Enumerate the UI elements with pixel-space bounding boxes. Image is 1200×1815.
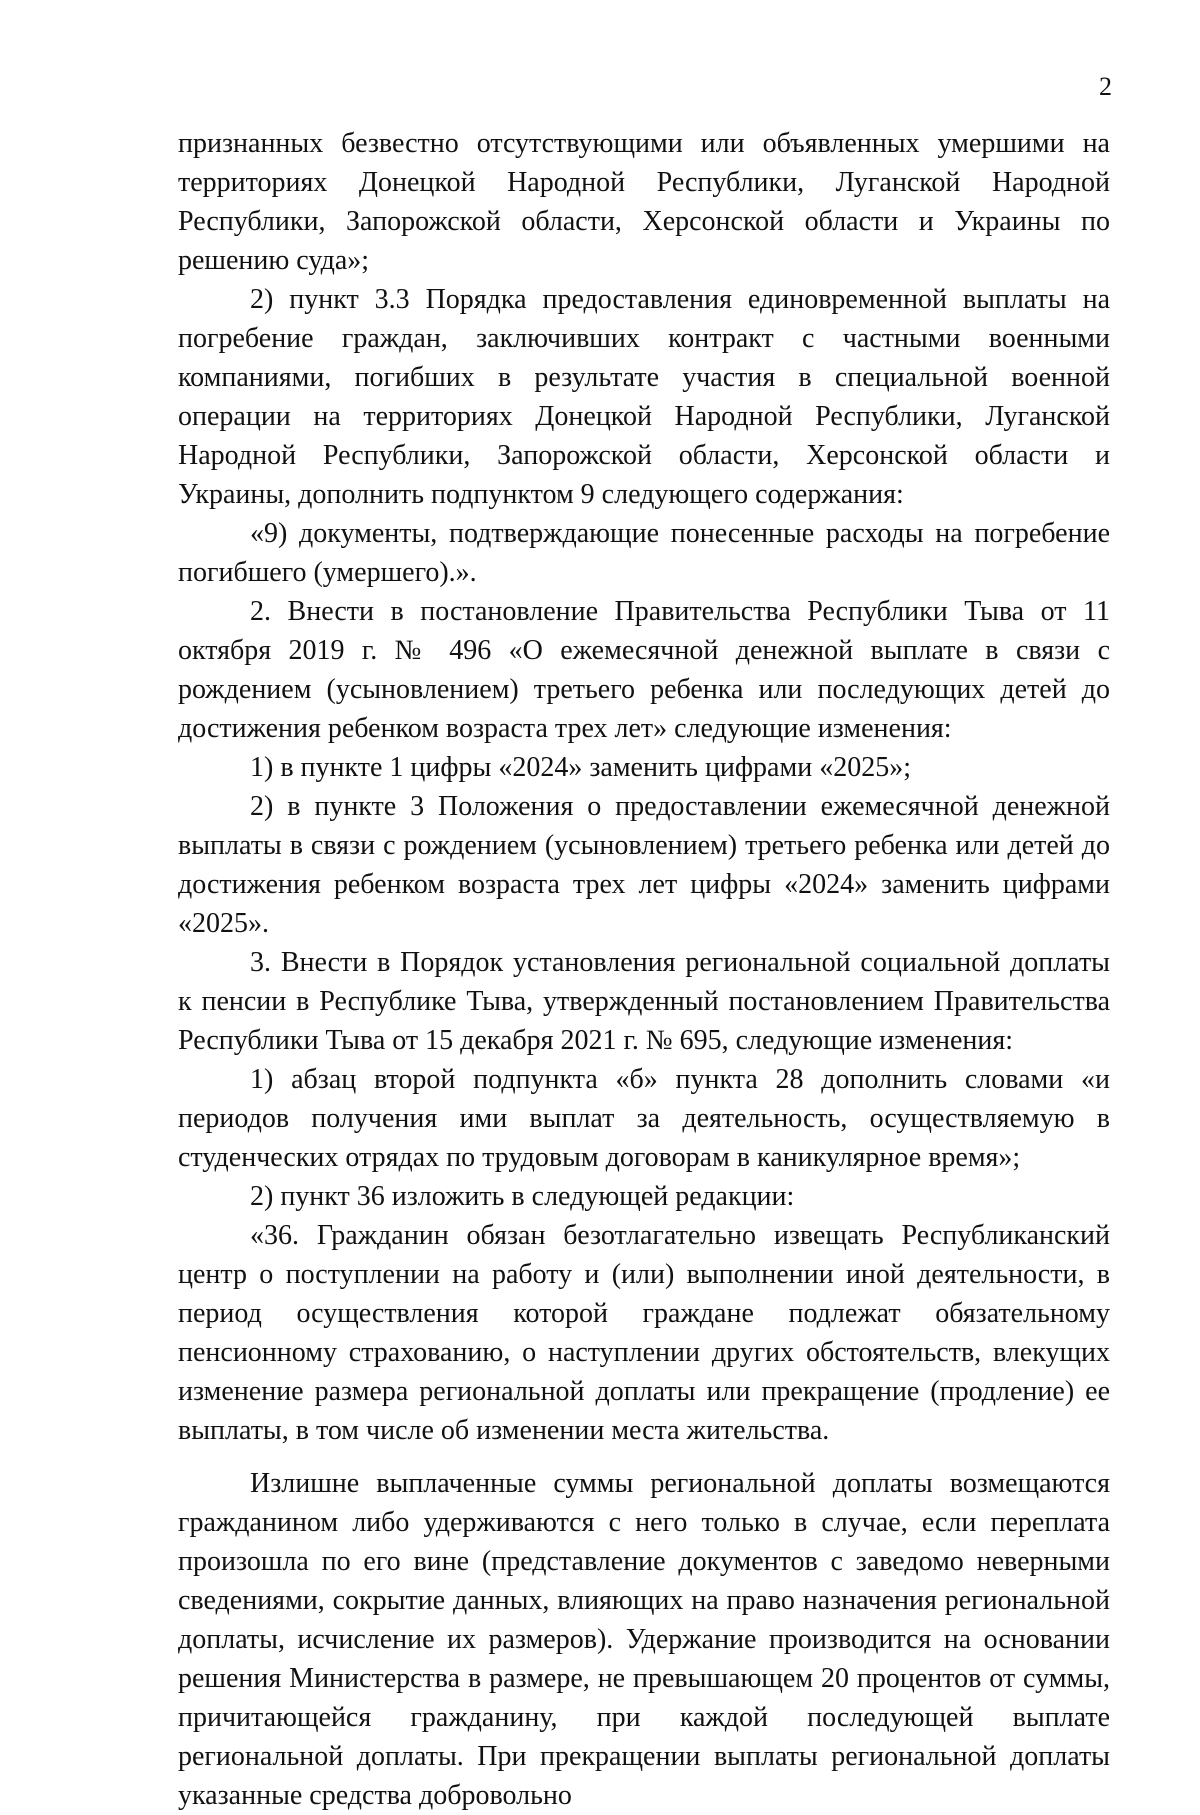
- paragraph-section-2: 2. Внести в постановление Правительства Республики Тыва от 11 октября 2019 г. № 496 «О ежемесячной денежной выплате в связи с рождением (усыновлением) третьего ребенка или последующих детей до достижения ребенком возраста трех лет» следующие изменения:: [178, 596, 1110, 744]
- paragraph-section-3: 3. Внести в Порядок установления региональной социальной доплаты к пенсии в Республике Тыва, утвержденный постановлением Правительства Республики Тыва от 15 декабря 2021 г. № 695, следующие изменения:: [178, 947, 1110, 1056]
- paragraph-2-item-2: 2) в пункте 3 Положения о предоставлении ежемесячной денежной выплаты в связи с рождением (усыновлением) третьего ребенка или детей до достижения ребенком возраста трех лет цифры «2024» заменить цифрами «2025».: [178, 791, 1110, 939]
- page-number: 2: [1099, 72, 1112, 101]
- paragraph-quote-9: «9) документы, подтверждающие понесенные расходы на погребение погибшего (умершего).».: [178, 518, 1110, 588]
- document-body: [178, 124, 1110, 1815]
- paragraph-quote-36: «36. Гражданин обязан безотлагательно извещать Республиканский центр о поступлении на работу и (или) выполнении иной деятельности, в период осуществления которой граждане подлежат обязательному пенсионному страхованию, о наступлении других обстоятельств, влекущих изменение размера региональной доплаты или прекращение (продление) ее выплаты, в том числе об изменении места жительства.: [178, 1220, 1110, 1446]
- paragraph-item-2-3-3: 2) пункт 3.3 Порядка предоставления единовременной выплаты на погребение граждан, заключивших контракт с частными военными компаниями, погибших в результате участия в специальной военной операции на территориях Донецкой Народной Республики, Луганской Народной Республики, Запорожской области, Херсонской области и Украины, дополнить подпунктом 9 следующего содержания:: [178, 284, 1110, 510]
- paragraph-3-item-1: 1) абзац второй подпункта «б» пункта 28 дополнить словами «и периодов получения ими выплат за деятельность, осуществляемую в студенческих отрядах по трудовым договорам в каникулярное время»;: [178, 1064, 1110, 1173]
- paragraph-continuation: признанных безвестно отсутствующими или объявленных умершими на территориях Донецкой Народной Республики, Луганской Народной Республики, Запорожской области, Херсонской области и Украины по решению суда»;: [178, 128, 1110, 276]
- paragraph-2-item-1: 1) в пункте 1 цифры «2024» заменить цифрами «2025»;: [250, 752, 911, 783]
- paragraph-overpayment: Излишне выплаченные суммы региональной доплаты возмещаются гражданином либо удерживаются с него только в случае, если переплата произошла по его вине (представление документов с заведомо неверными сведениями, сокрытие данных, влияющих на право назначения региональной доплаты, исчисление их размеров). Удержание производится на основании решения Министерства в размере, не превышающем 20 процентов от суммы, причитающейся гражданину, при каждой последующей выплате региональной доплаты. При прекращении выплаты региональной доплаты указанные средства добровольно: [178, 1468, 1110, 1811]
- paragraph-3-item-2: 2) пункт 36 изложить в следующей редакции:: [250, 1181, 795, 1212]
